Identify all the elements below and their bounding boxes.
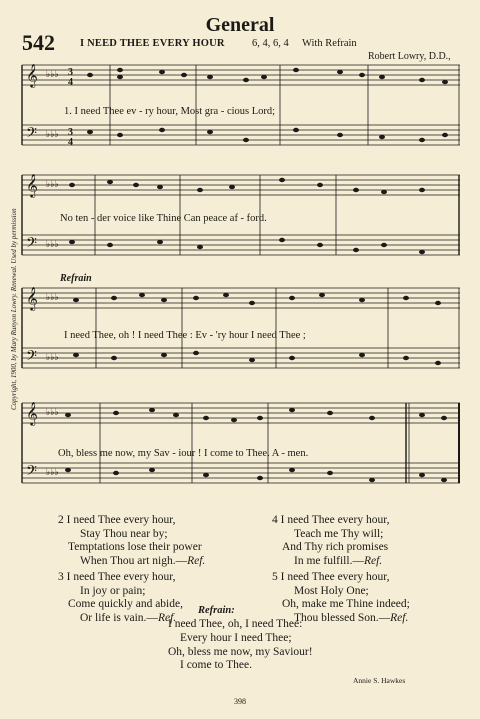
- verse-line: And Thy rich promises: [282, 541, 389, 554]
- svg-text:𝄢: 𝄢: [26, 235, 37, 254]
- svg-text:♭♭♭: ♭♭♭: [46, 239, 59, 249]
- refrain-line: Oh, bless me now, my Saviour!: [168, 645, 313, 658]
- refrain-line: I come to Thee.: [180, 659, 252, 672]
- verse-number: 5: [272, 571, 278, 583]
- refrain-text: [168, 618, 313, 673]
- verse-number: 4: [272, 514, 278, 526]
- composer: Robert Lowry, D.D.,: [368, 51, 451, 62]
- refrain-cue: Ref.: [187, 554, 206, 567]
- verse-line: I need Thee every hour,: [66, 514, 176, 526]
- svg-text:♭♭♭: ♭♭♭: [46, 352, 59, 362]
- refrain-cue: Ref.: [157, 611, 177, 624]
- verse-4: [272, 514, 389, 568]
- verse-line: I need Thee every hour,: [280, 514, 390, 526]
- lyrics-system-1: 1. I need Thee ev - ry hour, Most gra - cious Lord;: [64, 106, 276, 117]
- verse-line: I need Thee every hour,: [280, 571, 390, 583]
- section-title: General: [205, 14, 275, 36]
- refrain-cue: Ref.: [390, 611, 409, 624]
- svg-text:𝄢: 𝄢: [26, 125, 37, 144]
- lyricist: Annie S. Hawkes: [353, 676, 406, 685]
- refrain-line: Every hour I need Thee;: [180, 631, 292, 644]
- svg-text:♭♭♭: ♭♭♭: [46, 292, 59, 302]
- lyrics-system-2: No ten - der voice like Thine Can peace af - ford.: [60, 213, 267, 224]
- refrain-heading: Refrain:: [198, 605, 235, 616]
- svg-text:𝄞: 𝄞: [26, 288, 38, 310]
- refrain-label: Refrain: [60, 273, 92, 284]
- refrain-line: I need Thee, oh, I need Thee:: [168, 618, 303, 630]
- verse-line: Temptations lose their power: [68, 541, 202, 554]
- refrain-note: With Refrain: [302, 38, 357, 49]
- verse-line: Most Holy One;: [294, 584, 369, 597]
- page-number: 398: [234, 697, 246, 706]
- svg-text:4: 4: [68, 77, 73, 88]
- svg-text:♭♭♭: ♭♭♭: [46, 129, 59, 139]
- verse-line: Thou blessed Son.—: [294, 611, 391, 624]
- svg-text:♭♭♭: ♭♭♭: [46, 69, 59, 79]
- verse-line: In me fulfill.—: [294, 554, 364, 567]
- svg-text:𝄢: 𝄢: [26, 348, 37, 367]
- svg-text:4: 4: [68, 137, 73, 148]
- verse-number: 2: [58, 514, 64, 526]
- svg-text:𝄞: 𝄞: [26, 65, 38, 87]
- svg-text:𝄢: 𝄢: [26, 463, 37, 482]
- svg-text:3: 3: [68, 127, 73, 138]
- verse-line: In joy or pain;: [80, 584, 146, 597]
- svg-text:𝄞: 𝄞: [26, 403, 38, 425]
- verse-line: I need Thee every hour,: [66, 571, 176, 583]
- lyrics-system-4: Oh, bless me now, my Sav - iour ! I come to Thee. A - men.: [58, 448, 309, 459]
- verse-line: Teach me Thy will;: [294, 527, 384, 540]
- verse-3: [58, 571, 183, 625]
- verse-2: [58, 514, 205, 568]
- verse-line: Come quickly and abide,: [68, 598, 183, 611]
- copyright-credit: Copyright, 1900, by Mary Runyon Lowry. Renewal. Used by permission: [10, 208, 18, 410]
- svg-text:𝄞: 𝄞: [26, 175, 38, 197]
- lyrics-system-3: I need Thee, oh ! I need Thee : Ev - 'ry hour I need Thee ;: [64, 330, 306, 341]
- verse-line: When Thou art nigh.—: [80, 554, 188, 567]
- svg-text:♭♭♭: ♭♭♭: [46, 467, 59, 477]
- hymn-number: 542: [22, 30, 55, 55]
- hymn-meter: 6, 4, 6, 4: [252, 38, 289, 49]
- svg-text:♭♭♭: ♭♭♭: [46, 179, 59, 189]
- hymn-title: I NEED THEE EVERY HOUR: [80, 38, 225, 49]
- verse-number: 3: [58, 571, 64, 583]
- svg-text:♭♭♭: ♭♭♭: [46, 407, 59, 417]
- refrain-cue: Ref.: [363, 554, 383, 567]
- verse-line: Stay Thou near by;: [80, 527, 168, 540]
- verse-line: Oh, make me Thine indeed;: [282, 598, 410, 611]
- verse-line: Or life is vain.—: [80, 611, 158, 624]
- svg-text:3: 3: [68, 67, 73, 78]
